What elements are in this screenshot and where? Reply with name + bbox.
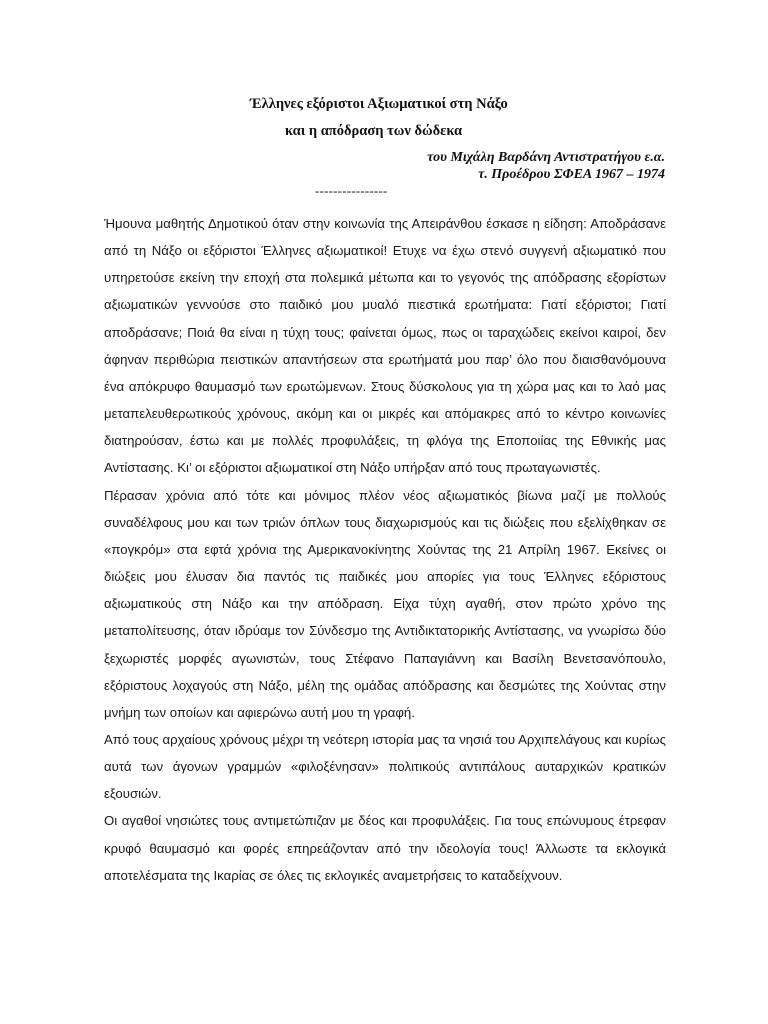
author-line-1: του Μιχάλη Βαρδάνη Αντιστρατήγου ε.α. bbox=[427, 150, 665, 165]
author-line-2: τ. Προέδρου ΣΦΕΑ 1967 – 1974 bbox=[478, 167, 665, 182]
paragraph-1: Ήμουνα μαθητής Δημοτικού όταν στην κοινωνία της Απειράνθου έσκασε η είδηση: Αποδράσανε από τη Νάξο οι εξόριστοι Έλληνες αξιωματικοί! Ετυχε να έχω στενό συγγενή αξιωματικό που υπηρετούσε εκείνη την εποχή στα πολεμικά μέτωπα και το γεγονός της απόδρασης εξορίστων αξιωματικών γεννούσε στο παιδικό μου μυαλό πιεστικά ερωτήματα: Γιατί εξόριστοι; Γιατί αποδράσανε; Ποιά θα είναι η τύχη τους; φαίνεται όμως, πως οι ταραχώδεις εκείνοι καιροί, δεν άφηναν περιθώρια πειστικών απαντήσεων στα ερωτήματά μου παρ’ όλο που διαισθανόμουνα ένα απόκρυφο θαυμασμό των ερωτώμενων. Στους δύσκολους για τη χώρα μας και το λαό μας μεταπελευθερωτικούς χρόνους, ακόμη και οι μικρές και απόμακρες από το κέντρο κοινωνίες διατηρούσαν, έστω και με πολλές προφυλάξεις, τη φλόγα της Εποποιίας της Εθνικής μας Αντίστασης. Κι’ οι εξόριστοι αξιωματικοί στη Νάξο υπήρξαν από τους πρωταγωνιστές. bbox=[104, 216, 666, 476]
title-line-1: Έλληνες εξόριστοι Αξιωματικοί στη Νάξο bbox=[250, 96, 508, 112]
paragraph-2: Πέρασαν χρόνια από τότε και μόνιμος πλέον νέος αξιωματικός βίωνα μαζί με πολλούς συναδέλφους μου και των τριών όπλων τους διαχωρισμούς και τις διώξεις που εξελίχθηκαν σε «πογκρόμ» στα εφτά χρόνια της Αμερικανοκίνητης Χούντας της 21 Απρίλη 1967. Εκείνες οι διώξεις μου έλυσαν δια παντός τις παιδικές μου απορίες για τους Έλληνες εξόριστους αξιωματικούς στη Νάξο και την απόδραση. Είχα τύχη αγαθή, στον πρώτο χρόνο της μεταπολίτευσης, όταν ιδρύαμε τον Σύνδεσμο της Αντιδικτατορικής Αντίστασης, να γνωρίσω δύο ξεχωριστές μορφές αγωνιστών, τους Στέφανο Παπαγιάννη και Βασίλη Βενετσανόπουλο, εξόριστους λοχαγούς στη Νάξο, μέλη της ομάδας απόδρασης και δεσμώτες της Χούντας στην μνήμη των οποίων και αφιερώνω αυτή μου τη γραφή. bbox=[104, 487, 666, 720]
separator: ---------------- bbox=[315, 183, 388, 198]
paragraph-4: Οι αγαθοί νησιώτες τους αντιμετώπιζαν με δέος και προφυλάξεις. Για τους επώνυμους έτρεφαν κρυφό θαυμασμό και φορές επηρεάζονταν από την ιδεολογία τους! Άλλωστε τα εκλογικά αποτελέσματα της Ικαρίας σε όλες τις εκλογικές αναμετρήσεις το καταδείχνουν. bbox=[104, 813, 666, 883]
title-line-2: και η απόδραση των δώδεκα bbox=[285, 123, 463, 139]
article-body bbox=[104, 210, 666, 889]
paragraph-3: Από τους αρχαίους χρόνους μέχρι τη νεότερη ιστορία μας τα νησιά του Αρχιπελάγους και κυρίως αυτά των άγονων γραμμών «φιλοξένησαν» πολιτικούς αντιπάλους αυταρχικών κρατικών εξουσιών. bbox=[104, 731, 666, 802]
